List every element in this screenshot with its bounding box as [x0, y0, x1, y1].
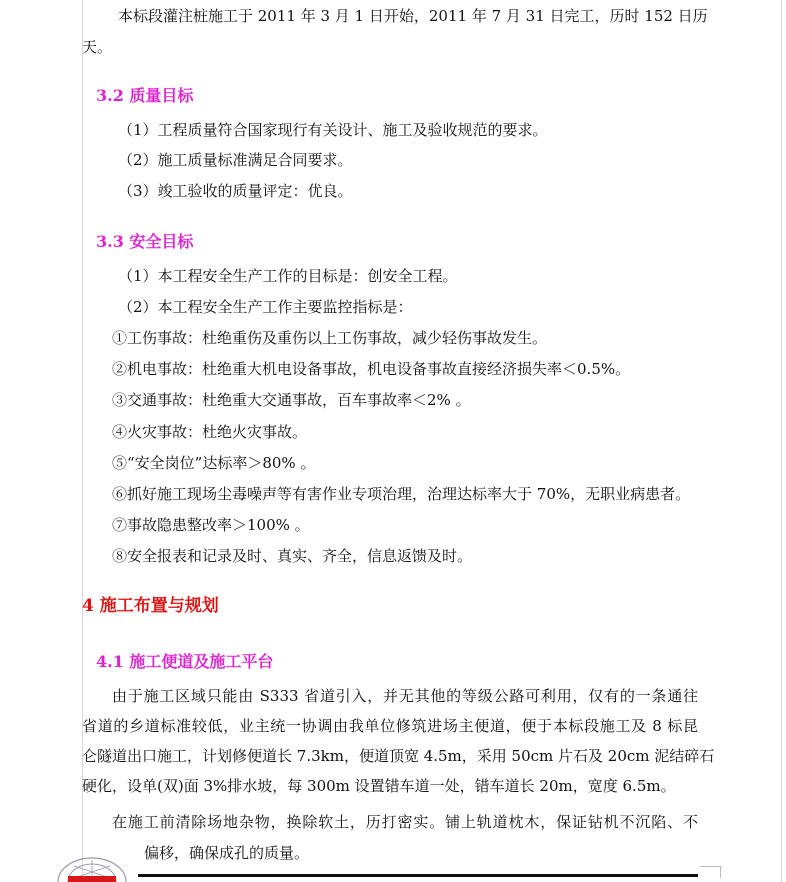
- company-logo-icon: [52, 856, 132, 882]
- section-heading-safety-goals: 3.3 安全目标: [96, 232, 194, 251]
- page-right-edge: [781, 0, 782, 882]
- indicator-item: ⑤“安全岗位”达标率＞80% 。: [112, 454, 316, 472]
- paragraph-line: 仑隧道出口施工，计划修便道长 7.3km，便道顶宽 4.5m，采用 50cm 片石及 20cm 泥结碎石: [82, 747, 715, 765]
- indicator-item: ②机电事故：杜绝重大机电设备事故，机电设备事故直接经济损失率＜0.5%。: [112, 360, 631, 378]
- section-heading-quality-goals: 3.2 质量目标: [96, 86, 194, 105]
- paragraph-line: 由于施工区域只能由 S333 省道引入，并无其他的等级公路可利用，仅有的一条通往: [112, 687, 698, 705]
- page-corner-mark: [700, 866, 722, 867]
- list-item: （1）本工程安全生产工作的目标是：创安全工程。: [118, 267, 458, 285]
- paragraph-line: 在施工前清除场地杂物，换除软土，历打密实。铺上轨道枕木，保证钻机不沉陷、不: [112, 813, 698, 831]
- chapter-heading-construction-layout: 4 施工布置与规划: [82, 596, 219, 616]
- section-heading-access-road: 4.1 施工便道及施工平台: [96, 652, 274, 671]
- indicator-item: ⑥抓好施工现场尘毒噪声等有害作业专项治理，治理达标率大于 70%，无职业病患者。: [112, 485, 691, 503]
- list-item: （2）本工程安全生产工作主要监控指标是：: [118, 298, 413, 316]
- intro-paragraph-line: 天。: [82, 38, 113, 56]
- indicator-item: ①工伤事故：杜绝重伤及重伤以上工伤事故，减少轻伤事故发生。: [112, 329, 548, 347]
- indicator-item: ③交通事故：杜绝重大交通事故，百车事故率＜2% 。: [112, 391, 471, 409]
- list-item: （2）施工质量标准满足合同要求。: [118, 151, 353, 169]
- indicator-item: ④火灾事故：杜绝火灾事故。: [112, 423, 308, 441]
- page-corner-mark: [720, 866, 721, 878]
- indicator-item: ⑦事故隐患整改率＞100% 。: [112, 516, 310, 534]
- paragraph-line: 偏移，确保成孔的质量。: [144, 844, 310, 862]
- paragraph-line: 省道的乡道标准较低，业主统一协调由我单位修筑进场主便道，便于本标段施工及 8 标昆: [82, 717, 698, 735]
- intro-paragraph-line: 本标段灌注桩施工于 2011 年 3 月 1 日开始，2011 年 7 月 31 日完工，历时 152 日历: [118, 7, 708, 25]
- paragraph-line: 硬化，设单(双)面 3%排水坡，每 300m 设置错车道一处，错车道长 20m，宽度 6.5m。: [82, 777, 676, 795]
- indicator-item: ⑧安全报表和记录及时、真实、齐全，信息返馈及时。: [112, 547, 473, 565]
- list-item: （3）竣工验收的质量评定：优良。: [118, 182, 353, 200]
- list-item: （1）工程质量符合国家现行有关设计、施工及验收规范的要求。: [118, 121, 548, 139]
- footer-rule: [138, 874, 698, 877]
